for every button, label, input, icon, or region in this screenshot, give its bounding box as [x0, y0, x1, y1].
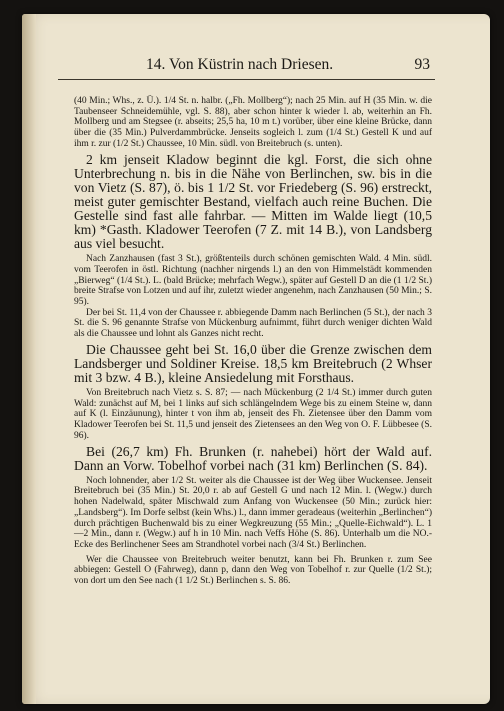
paragraph: (40 Min.; Whs., z. Ü.). 1/4 St. n. halbr. („Fh. Mollberg“); nach 25 Min. auf H (35 Min. w. die Taubenseer Schneidemühle, vgl. S. 88), aber schon hinter k wieder l. ab, weiterhin an Fh. Mollberg und am Stegsee (r. abseits; 25,5 ha, 10 m t.) vorüber, über eine kleine Brücke, dann über die (35 Min.) Pulverdammbrücke. Jenseits sogleich l. zum (1/4 St.) Gestell K und auf ihm r. zur (1/2 St.) Chaussee, 10 Min. südl. von Breitebruch (s. unten). — [74, 96, 432, 149]
body-text — [74, 96, 432, 587]
header-rule — [58, 79, 435, 80]
page-edge — [22, 14, 36, 704]
paragraph: Die Chaussee geht bei St. 16,0 über die Grenze zwischen dem Landsberger und Soldiner Kreise. 18,5 km Breitebruch (2 Whser mit 3 bzw. 4 B.), kleine Ansiedelung mit Forsthaus. — [74, 341, 432, 385]
paragraph: Noch lohnender, aber 1/2 St. weiter als die Chaussee ist der Weg über Wuckensee. Jenseit Breitebruch bei (35 Min.) St. 20,0 r. ab auf Gestell G und nach 12 Min. l. (Wegw.) durch hohen Nadelwald, später Mischwald zum Anfang von Wuckensee (50 Min.; zurück hier: „Landsberg“). Im Dorfe selbst (kein Whs.) l., dann immer geradeaus (weiterhin „Berlinchen“) durch prächtigen Buchenwald bis zu einer Wegkreuzung (55 Min.; „Quelle-Eichwald“). L. 1—2 Min., dann r. (Wegw.) auf h in 10 Min. nach Veffs Höhe (S. 86). Unterhalb um die NO.-Ecke des Berlinchener Sees am Strandhotel vorbei nach (3/4 St.) Berlinchen. — [74, 475, 432, 550]
paragraph: Nach Zanzhausen (fast 3 St.), größtenteils durch schönen gemischten Wald. 4 Min. südl. vom Teerofen in östl. Richtung (nachher nirgends l.) an den von Himmelstädt kommenden „Bierweg“ (1/4 St.). L. (bald Brücke; mehrfach Wegw.), später auf Gestell D an die (1 1/2 St.) breite Strafse von Lotzen und auf ihr, zuletzt wieder angenehm, nach Zanzhausen (50 Min.; S. 95). — [74, 254, 432, 307]
paragraph: Von Breitebruch nach Vietz s. S. 87; — nach Mückenburg (2 1/4 St.) immer durch guten Wald: zunächst auf M, bei 1 links auf sich schlängelndem Wege bis zu einem Steine w, dann auf K (l. Einzäunung), hinter t von ihm ab, jenseit des Fh. Zietensee über den Damm vom Kladower Teerofen bei St. 11,5 und jenseit des Zietensees an den Weg von O. F. Lübbesee (S. 96). — [74, 388, 432, 441]
chapter-title: 14. Von Küstrin nach Driesen. — [146, 56, 334, 73]
paragraph: Bei (26,7 km) Fh. Brunken (r. nahebei) hört der Wald auf. Dann an Vorw. Tobelhof vorbei nach (31 km) Berlinchen (S. 84). — [74, 443, 432, 473]
page-header — [58, 56, 438, 78]
paragraph: Wer die Chaussee von Breitebruch weiter benutzt, kann bei Fh. Brunken r. zum See abbiegen: Gestell O (Fahrweg), dann p, dann den Weg von Tobelhof r. zur Quelle (1/2 St.); von dort um den See nach (1 1/2 St.) Berlinchen s. S. 86. — [74, 554, 432, 587]
page-number: 93 — [414, 56, 430, 73]
paragraph: 2 km jenseit Kladow beginnt die kgl. Forst, die sich ohne Unterbrechung n. bis in die Nähe von Berlinchen, sw. bis in die von Vietz (S. 87), ö. bis 1 1/2 St. vor Friedeberg (S. 96) erstreckt, meist guter gemischter Bestand, vielfach auch reine Buchen. Die Gestelle sind fast alle fahrbar. — Mitten im Walde liegt (10,5 km) *Gasth. Kladower Teerofen (7 Z. mit 14 B.), von Landsberg aus viel besucht. — [74, 151, 432, 252]
paragraph: Der bei St. 11,4 von der Chaussee r. abbiegende Damm nach Berlinchen (5 St.), der nach 3 St. die S. 96 genannte Strafse von Mückenburg aufnimmt, führt durch weniger dichten Wald als die Chaussee und lohnt als Ganzes nicht recht. — [74, 307, 432, 340]
